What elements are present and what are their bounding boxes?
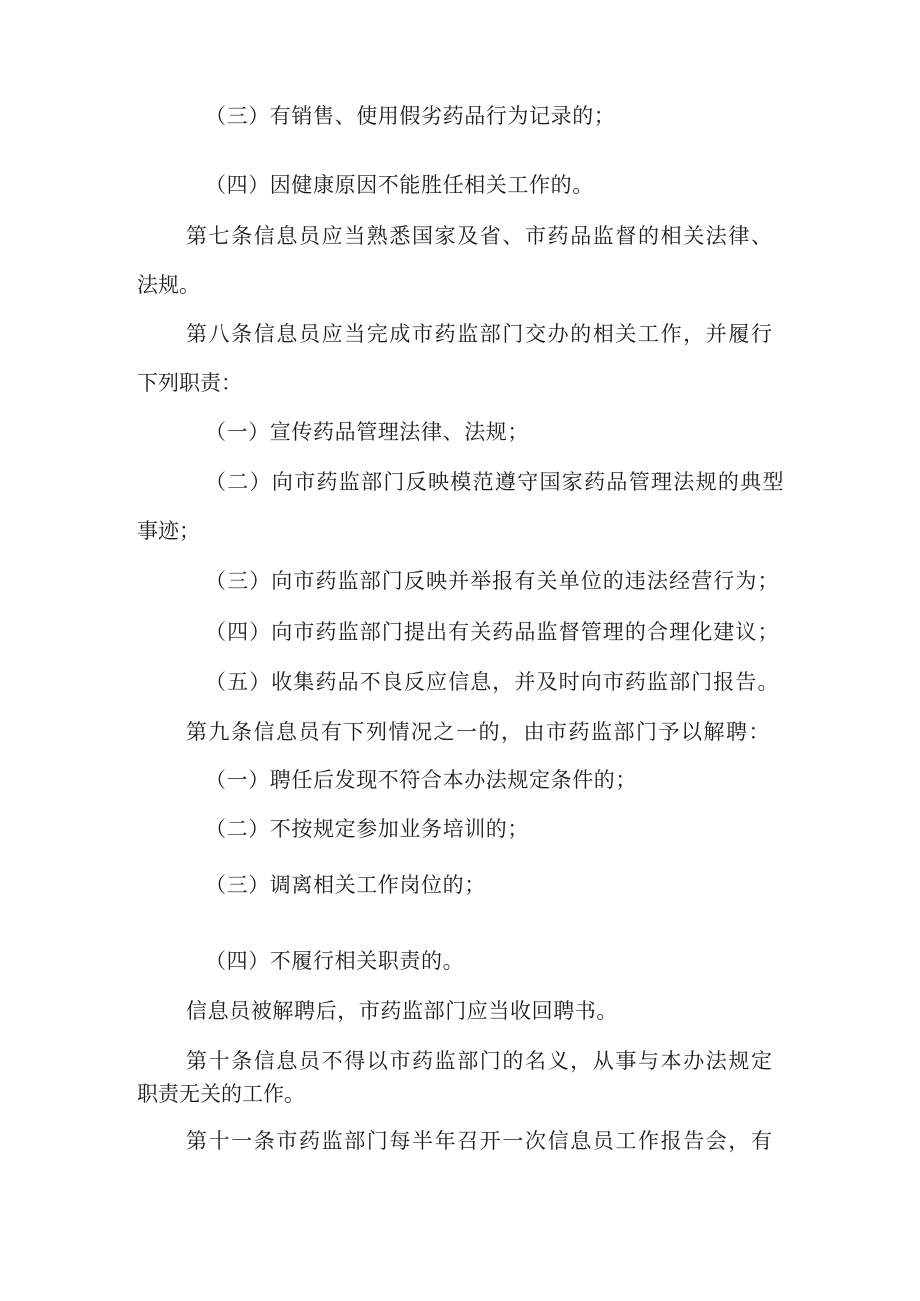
article-8-line-2: 下列职责： xyxy=(137,371,242,395)
duty-line-3: （三）向市药监部门反映并举报有关单位的违法经营行为； xyxy=(205,569,780,593)
article-8-line-1: 第八条信息员应当完成市药监部门交办的相关工作，并履行 xyxy=(186,322,774,346)
duty-line-4: （四）向市药监部门提出有关药品监督管理的合理化建议； xyxy=(205,620,780,644)
article-10-line-2: 职责无关的工作。 xyxy=(137,1082,305,1106)
dismissal-after-line: 信息员被解聘后，市药监部门应当收回聘书。 xyxy=(186,999,618,1023)
dismissal-line-4: （四）不履行相关职责的。 xyxy=(205,949,465,973)
article-11-line-1: 第十一条市药监部门每半年召开一次信息员工作报告会，有 xyxy=(186,1129,774,1153)
duty-line-2: （二）向市药监部门反映模范遵守国家药品管理法规的典型 xyxy=(205,470,785,494)
dismissal-line-3: （三）调离相关工作岗位的； xyxy=(205,873,486,897)
duty-line-1: （一）宣传药品管理法律、法规； xyxy=(205,420,529,444)
article-9-line-1: 第九条信息员有下列情况之一的，由市药监部门予以解聘： xyxy=(186,720,771,744)
duty-line-2-cont: 事迹； xyxy=(137,519,200,543)
dismissal-line-1: （一）聘任后发现不符合本办法规定条件的； xyxy=(205,768,637,792)
article-10-line-1: 第十条信息员不得以市药监部门的名义，从事与本办法规定 xyxy=(186,1049,774,1073)
dismissal-line-2: （二）不按规定参加业务培训的； xyxy=(205,817,529,841)
article-7-line-1: 第七条信息员应当熟悉国家及省、市药品监督的相关法律、 xyxy=(186,224,774,248)
article-7-line-2: 法规。 xyxy=(137,273,200,297)
duty-line-5: （五）收集药品不良反应信息，并及时向市药监部门报告。 xyxy=(205,670,780,694)
clause-line-2: （四）因健康原因不能胜任相关工作的。 xyxy=(205,173,594,197)
clause-line-1: （三）有销售、使用假劣药品行为记录的； xyxy=(205,104,616,128)
